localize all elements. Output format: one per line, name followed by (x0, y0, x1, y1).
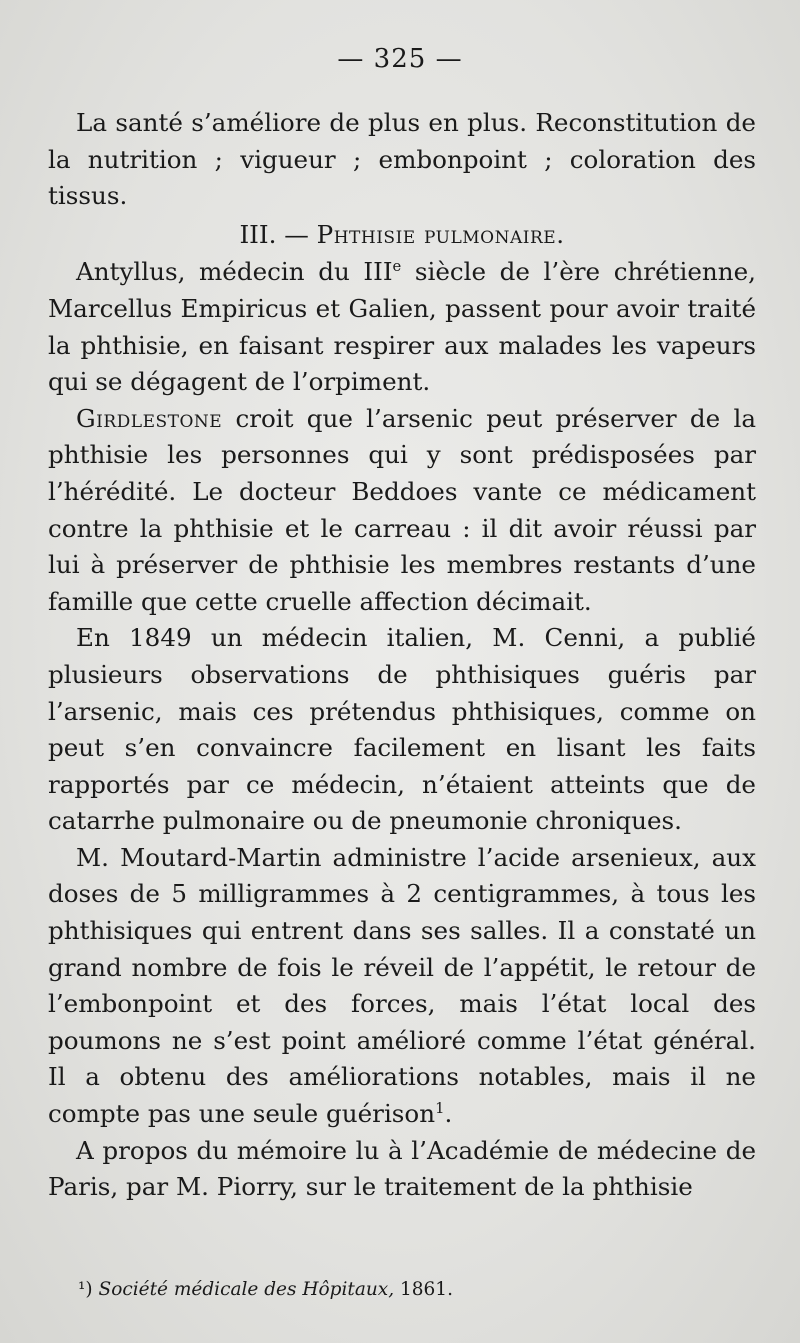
paragraph-3-rest: croit que l’arsenic peut préserver de la phthisie les personnes qui y sont prédisposées par l’hérédité. Le docteur Beddoes vante ce médicament contre la phthisie et le carreau : il dit avoir réussi par lui à préserver de phthisie les membres restants d’une famille que cette cruelle affection décimait. (48, 403, 756, 616)
footnote-reference: 1 (435, 1099, 445, 1117)
section-number: III. — (239, 219, 309, 249)
paragraph-4: En 1849 un médecin italien, M. Cenni, a publié plusieurs observations de phthisiques guéris par l’arsenic, mais ces prétendus phthisiques, comme on peut s’en convaincre facilement en lisant les faits rapportés par ce médecin, n’étaient atteints que de catarrhe pulmonaire ou de pneumonie chroniques. (48, 623, 756, 836)
paragraph-1: La santé s’améliore de plus en plus. Reconstitution de la nutrition ; vigueur ; embonpoint ; coloration des tissus. (48, 108, 756, 211)
footnote (78, 1278, 453, 1302)
paragraph-5-end: . (444, 1099, 453, 1129)
footnote-year: 1861. (400, 1279, 453, 1300)
author-name: Girdlestone (76, 403, 223, 433)
paragraph-3 (48, 401, 756, 621)
footnote-marker: ¹) (78, 1279, 93, 1300)
page-number: — 325 — (337, 44, 463, 74)
paragraph-5 (48, 840, 756, 1133)
section-title-text: Phthisie pulmonaire. (316, 219, 565, 249)
paragraph-2-rest: siècle de l’ère chrétienne, Marcellus Empiricus et Galien, passent pour avoir traité la phthisie, en faisant respirer aux malades les vapeurs qui se dégagent de l’orpiment. (48, 257, 756, 397)
paragraph-2-start: Antyllus, médecin du III (76, 257, 393, 287)
paragraph-5-text: M. Moutard-Martin administre l’acide arsenieux, aux doses de 5 milligrammes à 2 centigrammes, à tous les phthisiques qui entrent dans ses salles. Il a constaté un grand nombre de fois le réveil de l’appétit, le retour de l’embonpoint et des forces, mais l’état local des poumons ne s’est point amélioré comme l’état général. Il a obtenu des améliorations notables, mais il ne compte pas une seule guérison (48, 842, 756, 1129)
paragraph-6: A propos du mémoire lu à l’Académie de médecine de Paris, par M. Piorry, sur le traitement de la phthisie (48, 1135, 756, 1202)
paragraph-2 (48, 254, 756, 400)
section-heading (48, 217, 756, 254)
footnote-source: Société médicale des Hôpitaux, (98, 1279, 395, 1300)
century-superscript: e (392, 258, 402, 276)
body-text (48, 105, 756, 1206)
